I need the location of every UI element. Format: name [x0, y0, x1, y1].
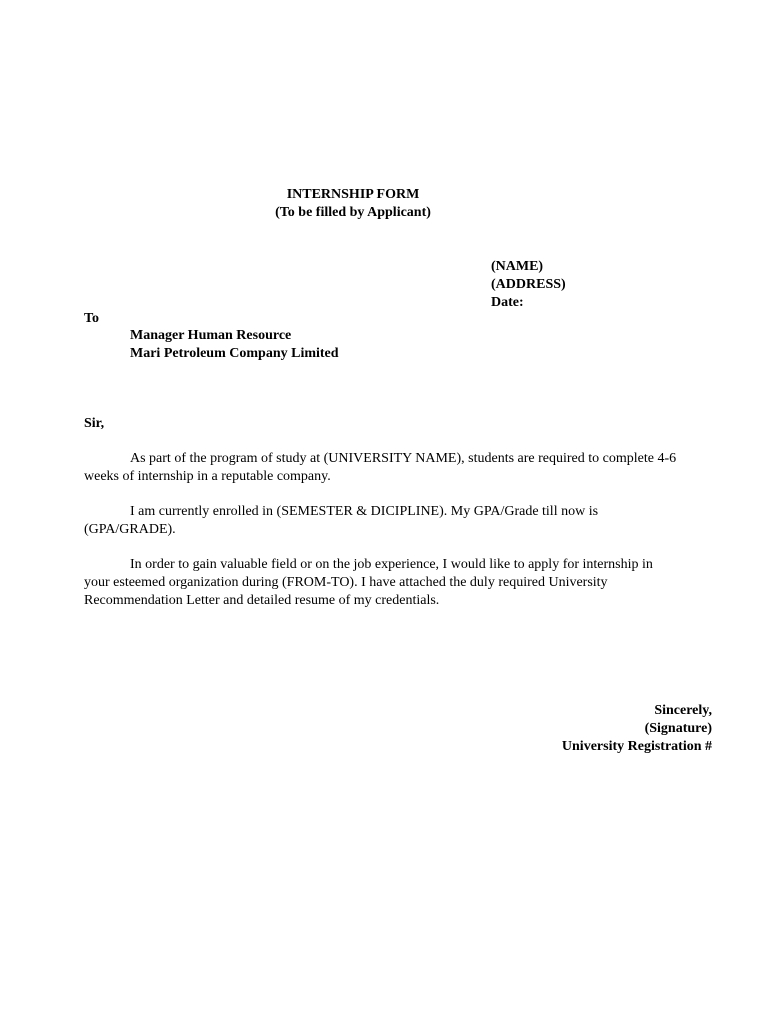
sender-block — [491, 258, 566, 312]
closing-block — [562, 702, 712, 756]
paragraph-2-line-2: (GPA/GRADE). — [84, 522, 176, 537]
sender-name: (NAME) — [491, 259, 544, 274]
form-title-block — [200, 186, 506, 222]
paragraph-3-line-3: Recommendation Letter and detailed resume of my credentials. — [84, 593, 440, 608]
closing-registration: University Registration # — [561, 739, 712, 754]
closing-signature: (Signature) — [644, 721, 712, 736]
closing-sincerely: Sincerely, — [654, 703, 712, 718]
paragraph-1-line-1: As part of the program of study at (UNIVERSITY NAME), students are required to complete 4-6 — [130, 451, 677, 466]
recipient-title: Manager Human Resource — [130, 328, 292, 343]
paragraph-3 — [84, 556, 704, 610]
sender-address: (ADDRESS) — [491, 277, 566, 292]
paragraph-2 — [84, 503, 704, 539]
recipient-company: Mari Petroleum Company Limited — [130, 346, 339, 361]
paragraph-2-line-1: I am currently enrolled in (SEMESTER & DICIPLINE). My GPA/Grade till now is — [130, 504, 599, 519]
paragraph-3-line-1: In order to gain valuable field or on the job experience, I would like to apply for internship in — [130, 557, 653, 572]
form-subtitle: (To be filled by Applicant) — [275, 205, 431, 220]
salutation: Sir, — [84, 416, 105, 431]
recipient-block — [130, 327, 339, 363]
paragraph-3-line-2: your esteemed organization during (FROM-TO). I have attached the duly required University — [84, 575, 608, 590]
paragraph-1-line-2: weeks of internship in a reputable company. — [84, 469, 331, 484]
paragraph-1 — [84, 450, 704, 486]
form-title: INTERNSHIP FORM — [286, 187, 420, 202]
sender-date: Date: — [491, 295, 524, 310]
recipient-to: To — [84, 311, 100, 326]
